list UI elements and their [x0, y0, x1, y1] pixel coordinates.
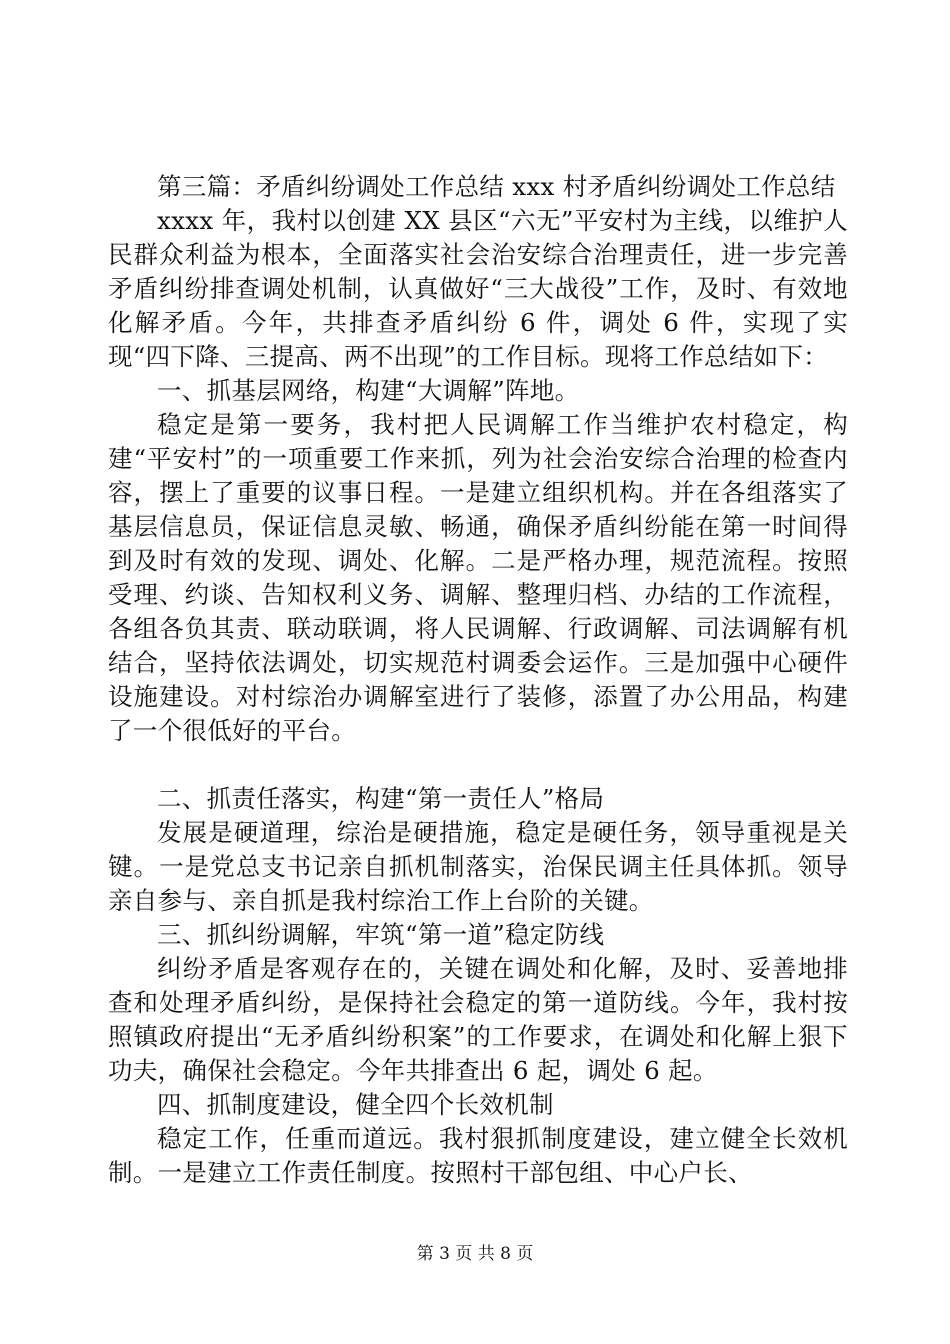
heading-2: 二、抓责任落实，构建“第一责任人”格局: [157, 784, 605, 813]
document-body: [108, 170, 848, 1190]
paragraph-1: 稳定是第一要务，我村把人民调解工作当维护农村稳定，构建“平安村”的一项重要工作来抓，列为社会治安综合治理的检查内容，摆上了重要的议事日程。一是建立组织机构。并在各组落实了基层信息员，保证信息灵敏、畅通，确保矛盾纠纷能在第一时间得到及时有效的发现、调处、化解。二是严格办理，规范流程。按照受理、约谈、告知权利义务、调解、整理归档、办结的工作流程，各组各负其责、联动联调，将人民调解、行政调解、司法调解有机结合，坚持依法调处，切实规范村调委会运作。三是加强中心硬件设施建设。对村综治办调解室进行了装修，添置了办公用品，构建了一个很低好的平台。: [108, 410, 848, 745]
heading-3: 三、抓纠纷调解，牢筑“第一道”稳定防线: [157, 920, 605, 949]
paragraph-2: 发展是硬道理，综治是硬措施，稳定是硬任务，领导重视是关键。一是党总支书记亲自抓机制落实，治保民调主任具体抓。领导亲自参与、亲自抓是我村综治工作上台阶的关键。: [108, 818, 848, 915]
intro-paragraph: xxxx 年，我村以创建 XX 县区“六无”平安村为主线，以维护人民群众利益为根本，全面落实社会治安综合治理责任，进一步完善矛盾纠纷排查调处机制，认真做好“三大战役”工作，及时、有效地化解矛盾。今年，共排查矛盾纠纷 6 件，调处 6 件，实现了实现“四下降、三提高、两不出现”的工作目标。现将工作总结如下：: [108, 206, 848, 371]
page-number: 第 3 页 共 8 页: [416, 1244, 534, 1264]
paragraph-3: 纠纷矛盾是客观存在的，关键在调处和化解，及时、妥善地排查和处理矛盾纠纷，是保持社会稳定的第一道防线。今年，我村按照镇政府提出“无矛盾纠纷积案”的工作要求，在调处和化解上狠下功夫，确保社会稳定。今年共排查出 6 起，调处 6 起。: [108, 954, 848, 1085]
section-title: 第三篇：矛盾纠纷调处工作总结 xxx 村矛盾纠纷调处工作总结: [157, 172, 836, 201]
heading-1: 一、抓基层网络，构建“大调解”阵地。: [157, 376, 580, 405]
heading-4: 四、抓制度建设，健全四个长效机制: [157, 1090, 554, 1119]
paragraph-4: 稳定工作，任重而道远。我村狠抓制度建设，建立健全长效机制。一是建立工作责任制度。按照村干部包组、中心户长、: [108, 1124, 848, 1187]
